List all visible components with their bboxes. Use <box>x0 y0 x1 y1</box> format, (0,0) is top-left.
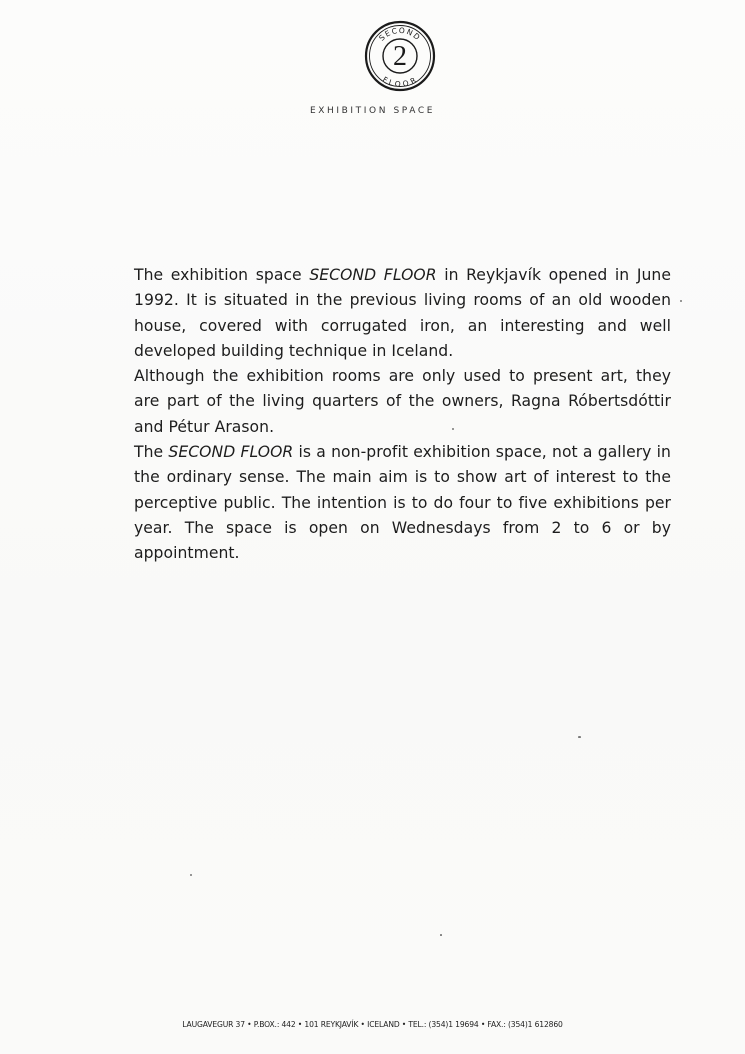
paragraph-2-line-3: and Pétur Arason. <box>134 417 275 436</box>
paragraph-3-line-5: appointment. <box>134 544 240 563</box>
paragraph-3-line-1: The SECOND FLOOR is a non-profit exhibition space, not a gallery in <box>134 443 671 462</box>
scan-speck <box>680 300 682 302</box>
paragraph-2-line-1: Although the exhibition rooms are only used to present art, they <box>134 367 671 386</box>
paragraph-1-line-1: The exhibition space SECOND FLOOR in Reykjavík opened in June <box>134 266 672 284</box>
logo-bottom-word: FLOOR <box>380 74 419 89</box>
scan-speck <box>452 428 454 430</box>
logo-top-word: SECOND <box>377 25 423 43</box>
scan-speck <box>578 736 581 738</box>
address-footer: LAUGAVEGUR 37 • P.BOX.: 442 • 101 REYKJAVÍK • ICELAND • TEL.: (354)1 19694 • FAX.: (354)1 612860 <box>182 1020 563 1029</box>
tagline: EXHIBITION SPACE <box>309 106 436 116</box>
paragraph-2-line-2: are part of the living quarters of the owners, Ragna Róbertsdóttir <box>134 392 671 411</box>
paragraph-3-line-4: year. The space is open on Wednesdays from 2 to 6 or by <box>134 518 671 537</box>
scan-speck <box>190 874 192 876</box>
paragraph-3-line-2: the ordinary sense. The main aim is to show art of interest to the <box>134 468 671 487</box>
body-text <box>134 263 671 567</box>
scan-speck <box>440 934 442 936</box>
paragraph-1-line-4: developed building technique in Iceland. <box>134 341 454 360</box>
paragraph-1-line-2: 1992. It is situated in the previous living rooms of an old wooden <box>134 291 671 310</box>
second-floor-logo <box>363 19 437 93</box>
paragraph-1-line-3: house, covered with corrugated iron, an interesting and well <box>134 316 671 335</box>
logo-numeral: 2 <box>393 41 407 72</box>
paragraph-3-line-3: perceptive public. The intention is to do four to five exhibitions per <box>134 493 671 512</box>
